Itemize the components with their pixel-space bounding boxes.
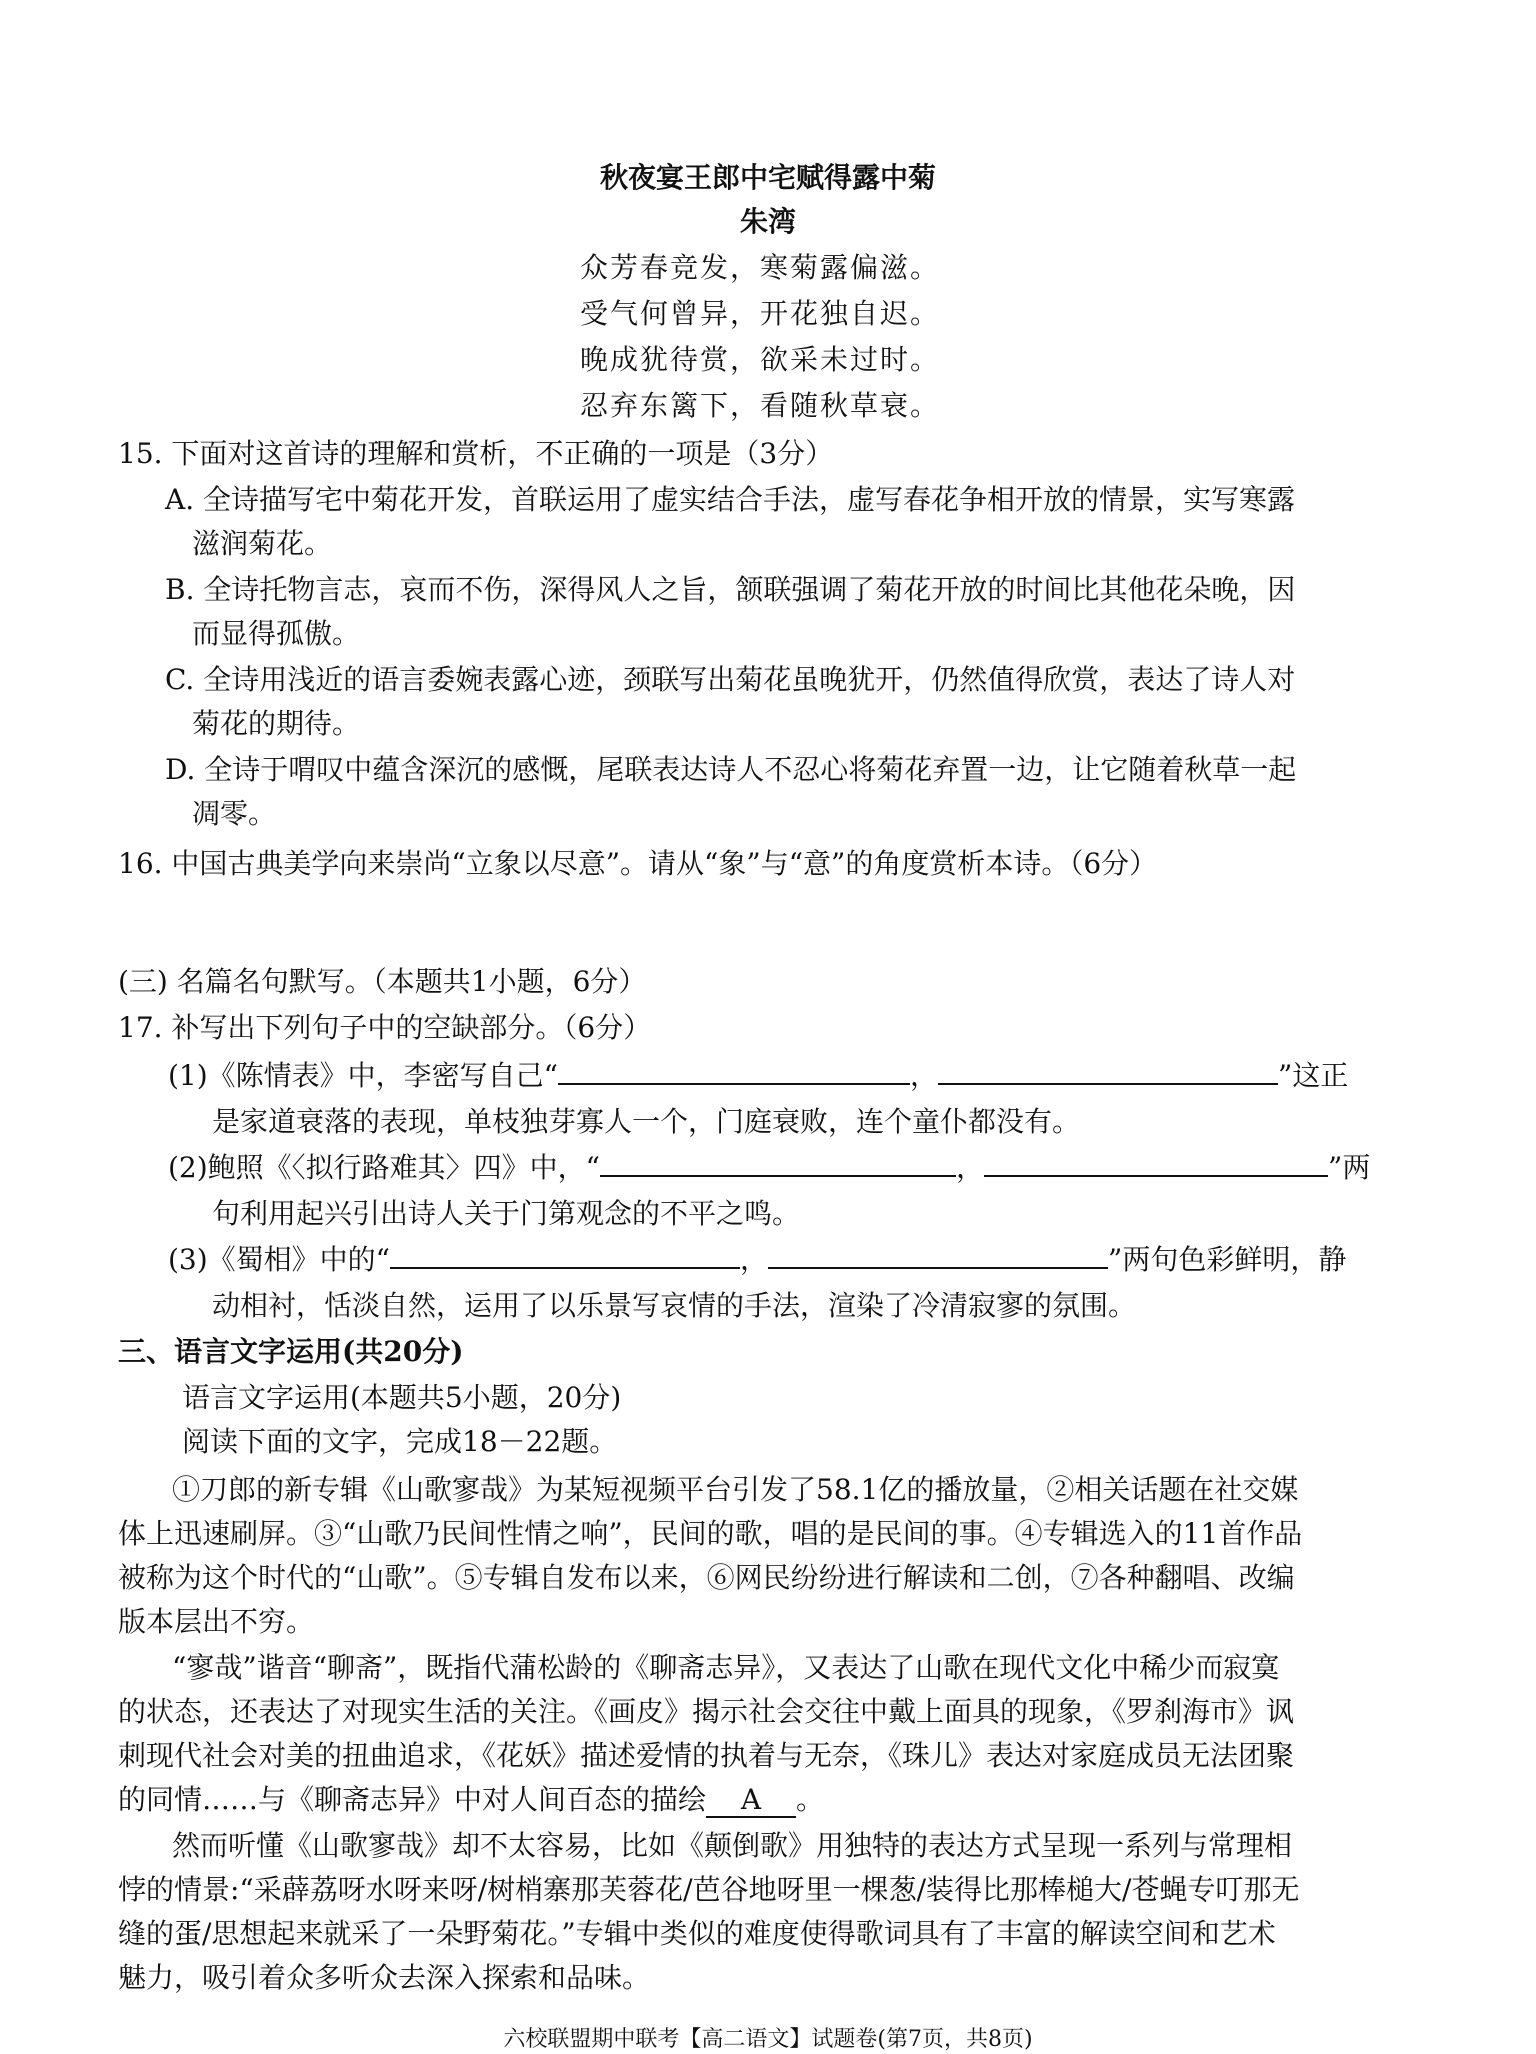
option-a: A. 全诗描写宅中菊花开发，首联运用了虚实结合手法，虚写春花争相开放的情景，实写寒露 [165, 483, 1296, 516]
section-3-heading: (三) 名篇名句默写。（本题共1小题，6分） [118, 965, 647, 998]
passage-p2-line: “寥哉”谐音“聊斋”，既指代蒲松龄的《聊斋志异》，又表达了山歌在现代文化中稀少而寂寞 [172, 1651, 1280, 1684]
q17-item-1-cont: 是家道衰落的表现，单枝独芽寡人一个，门庭衰败，连个童仆都没有。 [212, 1105, 1081, 1138]
q17-item-2 [168, 1146, 1370, 1186]
passage-p1-line: 版本层出不穷。 [118, 1605, 315, 1638]
passage-p3-line: 悖的情景:“采薜荔呀水呀来呀/树梢寨那芙蓉花/芭谷地呀里一棵葱/装得比那棒槌大/苍蝇专叮那无 [118, 1873, 1300, 1906]
passage-p3-line: 魅力，吸引着众多听众去深入探索和品味。 [118, 1961, 651, 1994]
question-17-stem: 17. 补写出下列句子中的空缺部分。（6分） [118, 1011, 652, 1044]
answer-blank[interactable] [600, 1153, 956, 1177]
answer-blank[interactable] [390, 1245, 740, 1269]
passage-p3-line: 然而听懂《山歌寥哉》却不太容易，比如《颠倒歌》用独特的表达方式呈现一系列与常理相 [172, 1829, 1293, 1862]
poem-line: 受气何曾异，开花独自迟。 [580, 297, 941, 330]
poem-line: 忍弃东篱下，看随秋草衰。 [580, 389, 941, 422]
answer-blank[interactable] [558, 1061, 910, 1085]
q17-item-1-text-b: ， [909, 1059, 938, 1092]
q17-item-2-cont: 句利用起兴引出诗人关于门第观念的不平之鸣。 [212, 1197, 801, 1230]
option-a-cont: 滋润菊花。 [192, 527, 333, 560]
q17-item-2-text-a: (2)鲍照《〈拟行路难其〉四》中，“ [168, 1151, 600, 1184]
answer-blank[interactable] [984, 1153, 1328, 1177]
poem-line: 众芳春竞发，寒菊露偏滋。 [580, 251, 941, 284]
part-3-instruction: 阅读下面的文字，完成18－22题。 [182, 1425, 618, 1458]
page-footer: 六校联盟期中联考【高二语文】试题卷(第7页，共8页) [503, 2027, 1033, 2052]
poem-line: 晚成犹待赏，欲采未过时。 [580, 343, 941, 376]
q17-item-3-text-c: ”两句色彩鲜明，静 [1108, 1243, 1347, 1276]
poem-author: 朱湾 [739, 205, 796, 238]
answer-blank-a[interactable]: A [706, 1783, 796, 1818]
question-16: 16. 中国古典美学向来崇尚“立象以尽意”。请从“象”与“意”的角度赏析本诗。（6分） [118, 847, 1158, 880]
answer-blank[interactable] [938, 1061, 1278, 1085]
question-15-stem: 15. 下面对这首诗的理解和赏析，不正确的一项是（3分） [118, 437, 834, 470]
q17-item-1-text-a: (1)《陈情表》中，李密写自己“ [168, 1059, 558, 1092]
q17-item-1-text-c: ”这正 [1278, 1059, 1349, 1092]
passage-p2-line: 刺现代社会对美的扭曲追求，《花妖》描述爱情的执着与无奈，《珠儿》表达对家庭成员无法团聚 [118, 1739, 1295, 1772]
passage-p1-line: 被称为这个时代的“山歌”。⑤专辑自发布以来，⑥网民纷纷进行解读和二创，⑦各种翻唱、改编 [118, 1561, 1295, 1594]
option-c: C. 全诗用浅近的语言委婉表露心迹，颈联写出菊花虽晚犹开，仍然值得欣赏，表达了诗人对 [165, 663, 1296, 696]
q17-item-3-text-a: (3)《蜀相》中的“ [168, 1243, 390, 1276]
answer-blank[interactable] [768, 1245, 1108, 1269]
q17-item-3-cont: 动相衬，恬淡自然，运用了以乐景写哀情的手法，渲染了冷清寂寥的氛围。 [212, 1289, 1137, 1322]
q17-item-3 [168, 1238, 1346, 1278]
q17-item-3-text-b: ， [739, 1243, 768, 1276]
q17-item-2-text-b: ， [955, 1151, 984, 1184]
part-3-heading: 三、语言文字运用(共20分) [118, 1335, 464, 1368]
part-3-subheading: 语言文字运用(本题共5小题，20分) [182, 1381, 622, 1414]
passage-p2-end: 。 [796, 1783, 825, 1816]
option-c-cont: 菊花的期待。 [192, 707, 361, 740]
option-b: B. 全诗托物言志，哀而不伤，深得风人之旨，颔联强调了菊花开放的时间比其他花朵晚，因 [165, 573, 1296, 606]
q17-item-2-text-c: ”两 [1328, 1151, 1371, 1184]
passage-p2-text: 的同情……与《聊斋志异》中对人间百态的描绘 [118, 1783, 707, 1816]
option-d: D. 全诗于喟叹中蕴含深沉的感慨，尾联表达诗人不忍心将菊花弃置一边，让它随着秋草一起 [165, 753, 1297, 786]
option-d-cont: 凋零。 [192, 797, 277, 830]
passage-p3-line: 缝的蛋/思想起来就采了一朵野菊花。”专辑中类似的难度使得歌词具有了丰富的解读空间和艺术 [118, 1917, 1276, 1950]
poem-title: 秋夜宴王郎中宅赋得露中菊 [599, 161, 936, 194]
passage-p1-line: 体上迅速刷屏。③“山歌乃民间性情之响”，民间的歌，唱的是民间的事。④专辑选入的11首作品 [118, 1517, 1303, 1550]
option-b-cont: 而显得孤傲。 [192, 617, 361, 650]
passage-p2-line [118, 1778, 824, 1818]
passage-p1-line: ①刀郎的新专辑《山歌寥哉》为某短视频平台引发了58.1亿的播放量，②相关话题在社交媒 [172, 1473, 1299, 1506]
q17-item-1 [168, 1054, 1348, 1094]
passage-p2-line: 的状态，还表达了对现实生活的关注。《画皮》揭示社会交往中戴上面具的现象，《罗刹海市》讽 [118, 1695, 1295, 1728]
